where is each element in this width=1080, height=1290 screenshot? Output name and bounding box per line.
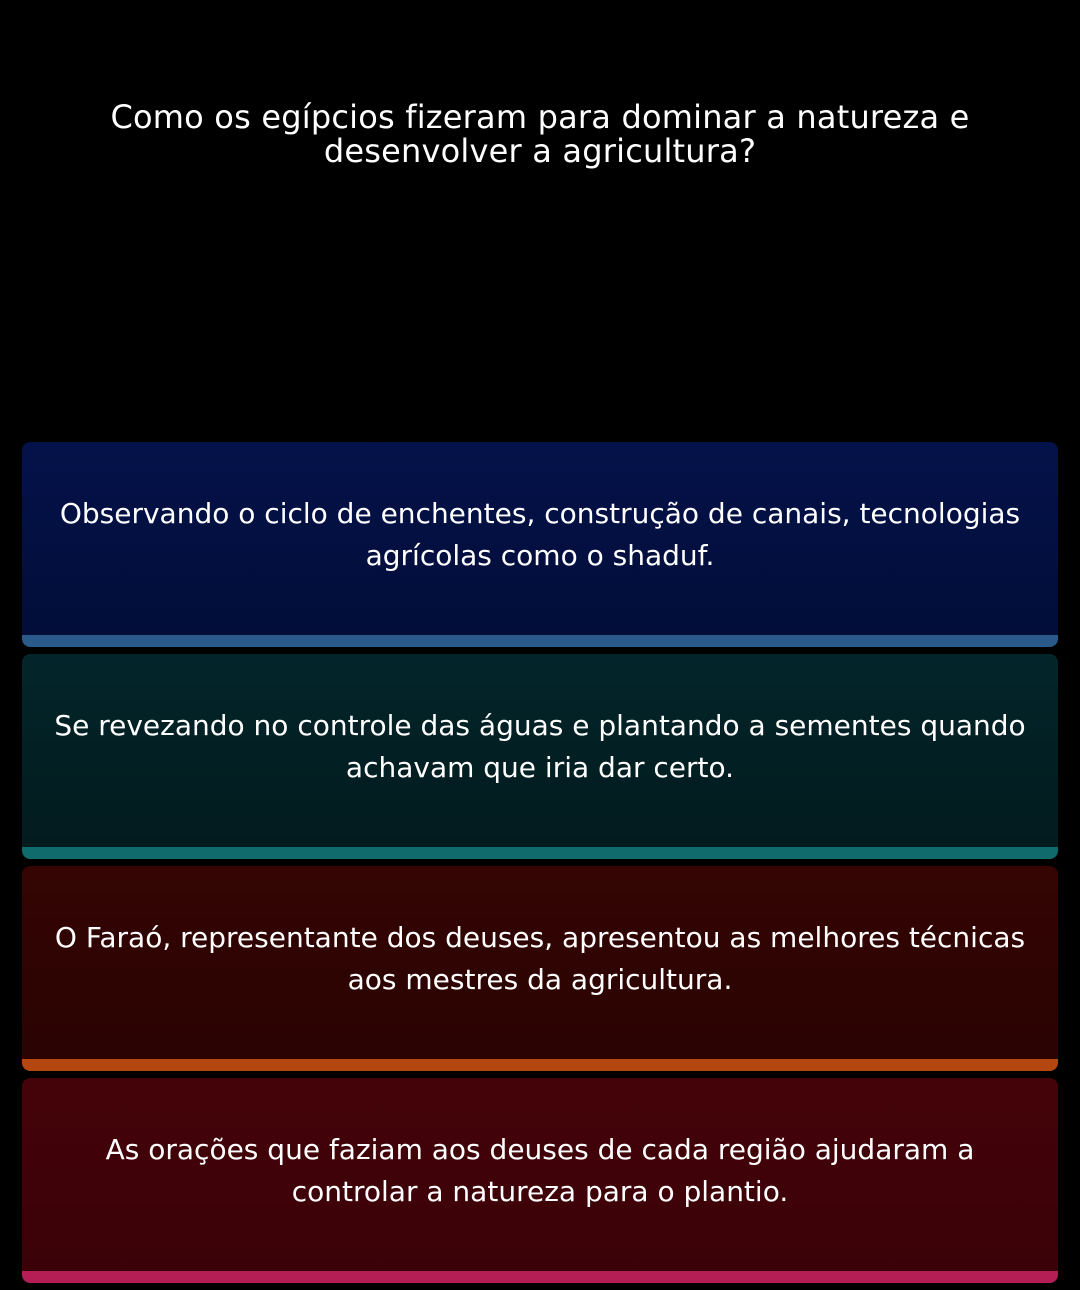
answer-option-3[interactable] <box>22 866 1058 1071</box>
answer-option-4[interactable] <box>22 1078 1058 1283</box>
answer-option-text: As orações que faziam aos deuses de cada região ajudaram a controlar a natureza para o plantio. <box>105 1132 975 1208</box>
answer-option-text: Observando o ciclo de enchentes, construção de canais, tecnologias agrícolas como o shaduf. <box>59 496 1021 572</box>
answer-option-face <box>22 866 1058 1059</box>
answer-option-1[interactable] <box>22 442 1058 647</box>
question-text: Como os egípcios fizeram para dominar a natureza e desenvolver a agricultura? <box>110 98 970 170</box>
answer-option-text: O Faraó, representante dos deuses, apresentou as melhores técnicas aos mestres da agricultura. <box>54 920 1026 996</box>
answer-options <box>22 442 1058 1290</box>
answer-option-face <box>22 1078 1058 1271</box>
answer-option-text: Se revezando no controle das águas e plantando a sementes quando achavam que iria dar certo. <box>54 708 1026 784</box>
answer-option-face <box>22 654 1058 847</box>
answer-option-edge <box>22 847 1058 859</box>
answer-option-2[interactable] <box>22 654 1058 859</box>
answer-option-edge <box>22 635 1058 647</box>
answer-option-edge <box>22 1059 1058 1071</box>
answer-option-edge <box>22 1271 1058 1283</box>
answer-option-face <box>22 442 1058 635</box>
